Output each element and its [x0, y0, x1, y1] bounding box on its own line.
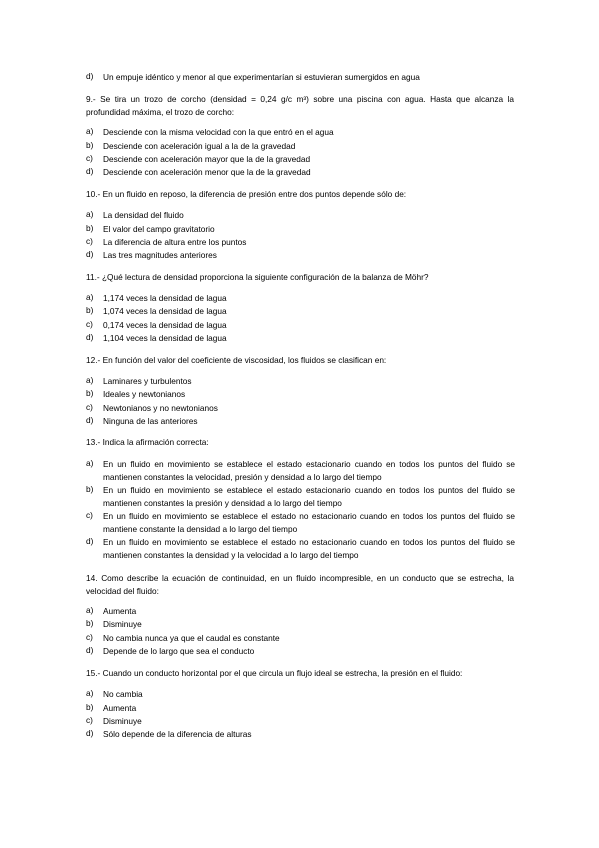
q15-option-b-text: Aumenta [103, 703, 137, 713]
q9-option-c-text: Desciende con aceleración mayor que la de la gravedad [103, 154, 311, 164]
q15-option-a-letter: a) [86, 688, 94, 698]
q13-option-d-letter: d) [86, 536, 94, 546]
q10-question: 10.- En un fluido en reposo, la diferencia de presión entre dos puntos depende sólo de: [86, 189, 407, 199]
q15-option-b-letter: b) [86, 702, 94, 712]
q10-option-a-letter: a) [86, 209, 94, 219]
q9-option-b-letter: b) [86, 140, 94, 150]
q12-option-c-text: Newtonianos y no newtonianos [103, 403, 218, 413]
q15-option-d-letter: d) [86, 728, 94, 738]
q9-option-d-letter: d) [86, 166, 94, 176]
q9-option-a-letter: a) [86, 126, 94, 136]
q14-option-b-letter: b) [86, 618, 94, 628]
q13-option-c-text: En un fluido en movimiento se establece el estado no estacionario cuando en todos los puntos del fluido se mantiene constante la densidad a lo largo del tiempo [103, 511, 515, 534]
q10-option-c-text: La diferencia de altura entre los puntos [103, 237, 247, 247]
q15-option-c-text: Disminuye [103, 716, 142, 726]
q15-option-a-text: No cambia [103, 689, 143, 699]
q9-option-c-letter: c) [86, 153, 93, 163]
q12-option-c-letter: c) [86, 402, 93, 412]
q9-option-b-text: Desciende con aceleración igual a la de la gravedad [103, 141, 296, 151]
q11-option-c-text: 0,174 veces la densidad de lagua [103, 320, 227, 330]
q13-option-a-text: En un fluido en movimiento se establece el estado estacionario cuando en todos los puntos del fluido se mantienen constantes la velocidad, presión y densidad a lo largo del tiempo [103, 459, 515, 482]
q12-question: 12.- En función del valor del coeficiente de viscosidad, los fluidos se clasifican en: [86, 355, 387, 365]
q13-option-b-text: En un fluido en movimiento se establece el estado estacionario cuando en todos los puntos del fluido se mantienen constantes la presión y densidad a lo largo del tiempo [103, 485, 515, 508]
q15-option-d-text: Sólo depende de la diferencia de alturas [103, 729, 252, 739]
q11-option-d-text: 1,104 veces la densidad de lagua [103, 333, 227, 343]
q10-option-d-text: Las tres magnitudes anteriores [103, 250, 217, 260]
q14-option-b-text: Disminuye [103, 619, 142, 629]
q11-question: 11.- ¿Qué lectura de densidad proporciona la siguiente configuración de la balanza de Möhr? [86, 272, 429, 282]
q10-option-c-letter: c) [86, 236, 93, 246]
q14-question: 14. Como describe la ecuación de continuidad, en un fluido incompresible, en un conducto que se estrecha, la velocidad del fluido: [86, 573, 514, 596]
q14-option-c-letter: c) [86, 632, 93, 642]
q13-option-d-text: En un fluido en movimiento se establece el estado no estacionario cuando en todos los puntos del fluido se mantienen constantes la densidad y la velocidad a lo largo del tiempo [103, 537, 515, 560]
q12-option-b-text: Ideales y newtonianos [103, 389, 186, 399]
q12-option-a-letter: a) [86, 375, 94, 385]
q12-option-d-letter: d) [86, 415, 94, 425]
q13-question: 13.- Indica la afirmación correcta: [86, 437, 209, 447]
q10-option-b-letter: b) [86, 223, 94, 233]
q11-option-c-letter: c) [86, 319, 93, 329]
q11-option-b-letter: b) [86, 305, 94, 315]
q12-option-d-text: Ninguna de las anteriores [103, 416, 198, 426]
q11-option-b-text: 1,074 veces la densidad de lagua [103, 306, 227, 316]
q14-option-d-letter: d) [86, 645, 94, 655]
q10-option-b-text: El valor del campo gravitatorio [103, 224, 215, 234]
q12-option-b-letter: b) [86, 388, 94, 398]
q14-option-a-letter: a) [86, 605, 94, 615]
q10-option-d-letter: d) [86, 249, 94, 259]
q13-option-c-letter: c) [86, 510, 93, 520]
q11-option-a-letter: a) [86, 292, 94, 302]
q15-option-c-letter: c) [86, 715, 93, 725]
q9-option-a-text: Desciende con la misma velocidad con la que entró en el agua [103, 127, 334, 137]
q11-option-a-text: 1,174 veces la densidad de lagua [103, 293, 227, 303]
q9-question: 9.- Se tira un trozo de corcho (densidad = 0,24 g/c m³) sobre una piscina con agua. Hasta que alcanza la profundidad máxima, el trozo de corcho: [86, 94, 514, 117]
q8-option-d-letter: d) [86, 71, 94, 81]
q13-option-b-letter: b) [86, 484, 94, 494]
q8-option-d-text: Un empuje idéntico y menor al que experimentarían si estuvieran sumergidos en agua [103, 72, 420, 82]
q9-option-d-text: Desciende con aceleración menor que la de la gravedad [103, 167, 311, 177]
q14-option-d-text: Depende de lo largo que sea el conducto [103, 646, 255, 656]
q14-option-a-text: Aumenta [103, 606, 137, 616]
q12-option-a-text: Laminares y turbulentos [103, 376, 192, 386]
q10-option-a-text: La densidad del fluido [103, 210, 184, 220]
q11-option-d-letter: d) [86, 332, 94, 342]
q13-option-a-letter: a) [86, 458, 94, 468]
q14-option-c-text: No cambia nunca ya que el caudal es constante [103, 633, 280, 643]
q15-question: 15.- Cuando un conducto horizontal por el que circula un flujo ideal se estrecha, la presión en el fluido: [86, 668, 463, 678]
